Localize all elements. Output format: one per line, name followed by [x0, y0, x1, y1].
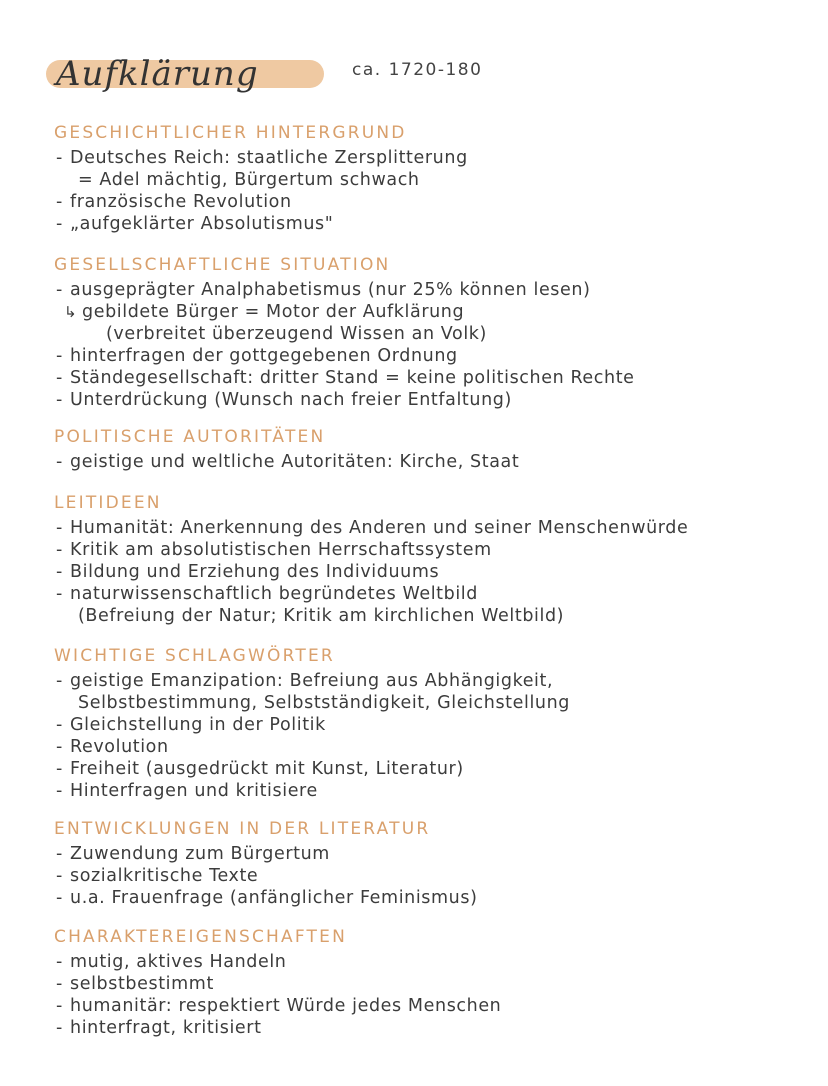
- list-item: Selbstbestimmung, Selbstständigkeit, Gleichstellung: [78, 693, 570, 713]
- page-title: Aufklärung: [56, 54, 259, 94]
- section-guiding-ideas: [54, 492, 814, 627]
- list-item: - selbstbestimmt: [54, 973, 814, 995]
- section-heading: GESELLSCHAFTLICHE SITUATION: [54, 255, 391, 275]
- section-social-situation: [54, 254, 814, 411]
- list-item: - mutig, aktives Handeln: [54, 951, 814, 973]
- list-item: - Zuwendung zum Bürgertum: [54, 843, 814, 865]
- list-item: - Kritik am absolutistischen Herrschaftssystem: [54, 539, 814, 561]
- section-heading: CHARAKTEREIGENSCHAFTEN: [54, 927, 347, 947]
- section-character-traits: [54, 926, 814, 1039]
- list-item: - Bildung und Erziehung des Individuums: [54, 561, 814, 583]
- title-block: [46, 46, 259, 106]
- list-item: - Deutsches Reich: staatliche Zersplitterung: [54, 147, 814, 169]
- section-political-authorities: [54, 426, 814, 473]
- list-item: - u.a. Frauenfrage (anfänglicher Feminismus): [54, 887, 814, 909]
- list-item: - ausgeprägter Analphabetismus (nur 25% können lesen): [54, 279, 814, 301]
- list-item: (Befreiung der Natur; Kritik am kirchlichen Weltbild): [78, 606, 565, 626]
- section-heading: LEITIDEEN: [54, 493, 162, 513]
- list-item: - Humanität: Anerkennung des Anderen und seiner Menschenwürde: [54, 517, 814, 539]
- list-item: - sozialkritische Texte: [54, 865, 814, 887]
- section-heading: GESCHICHTLICHER HINTERGRUND: [54, 123, 407, 143]
- list-item: - humanitär: respektiert Würde jedes Menschen: [54, 995, 814, 1017]
- list-item: - Ständegesellschaft: dritter Stand = keine politischen Rechte: [54, 367, 814, 389]
- list-item: - Hinterfragen und kritisiere: [54, 780, 814, 802]
- section-keywords: [54, 645, 814, 802]
- list-item: (verbreitet überzeugend Wissen an Volk): [106, 324, 487, 344]
- section-historical-background: [54, 122, 814, 235]
- section-heading: WICHTIGE SCHLAGWÖRTER: [54, 646, 335, 666]
- list-item: - französische Revolution: [54, 191, 814, 213]
- list-item: - „aufgeklärter Absolutismus": [54, 213, 814, 235]
- section-literature-developments: [54, 818, 814, 909]
- list-item: - geistige und weltliche Autoritäten: Kirche, Staat: [54, 451, 814, 473]
- section-heading: ENTWICKLUNGEN IN DER LITERATUR: [54, 819, 431, 839]
- list-item: ↳ gebildete Bürger = Motor der Aufklärung: [54, 301, 814, 323]
- section-heading: POLITISCHE AUTORITÄTEN: [54, 427, 326, 447]
- list-item: - Freiheit (ausgedrückt mit Kunst, Literatur): [54, 758, 814, 780]
- list-item: - Unterdrückung (Wunsch nach freier Entfaltung): [54, 389, 814, 411]
- list-item: - Gleichstellung in der Politik: [54, 714, 814, 736]
- list-item: - hinterfragt, kritisiert: [54, 1017, 814, 1039]
- list-item: = Adel mächtig, Bürgertum schwach: [78, 170, 420, 190]
- list-item: - hinterfragen der gottgegebenen Ordnung: [54, 345, 814, 367]
- date-range: ca. 1720-180: [352, 60, 483, 80]
- list-item: - naturwissenschaftlich begründetes Weltbild: [54, 583, 814, 605]
- list-item: - Revolution: [54, 736, 814, 758]
- list-item: - geistige Emanzipation: Befreiung aus Abhängigkeit,: [54, 670, 814, 692]
